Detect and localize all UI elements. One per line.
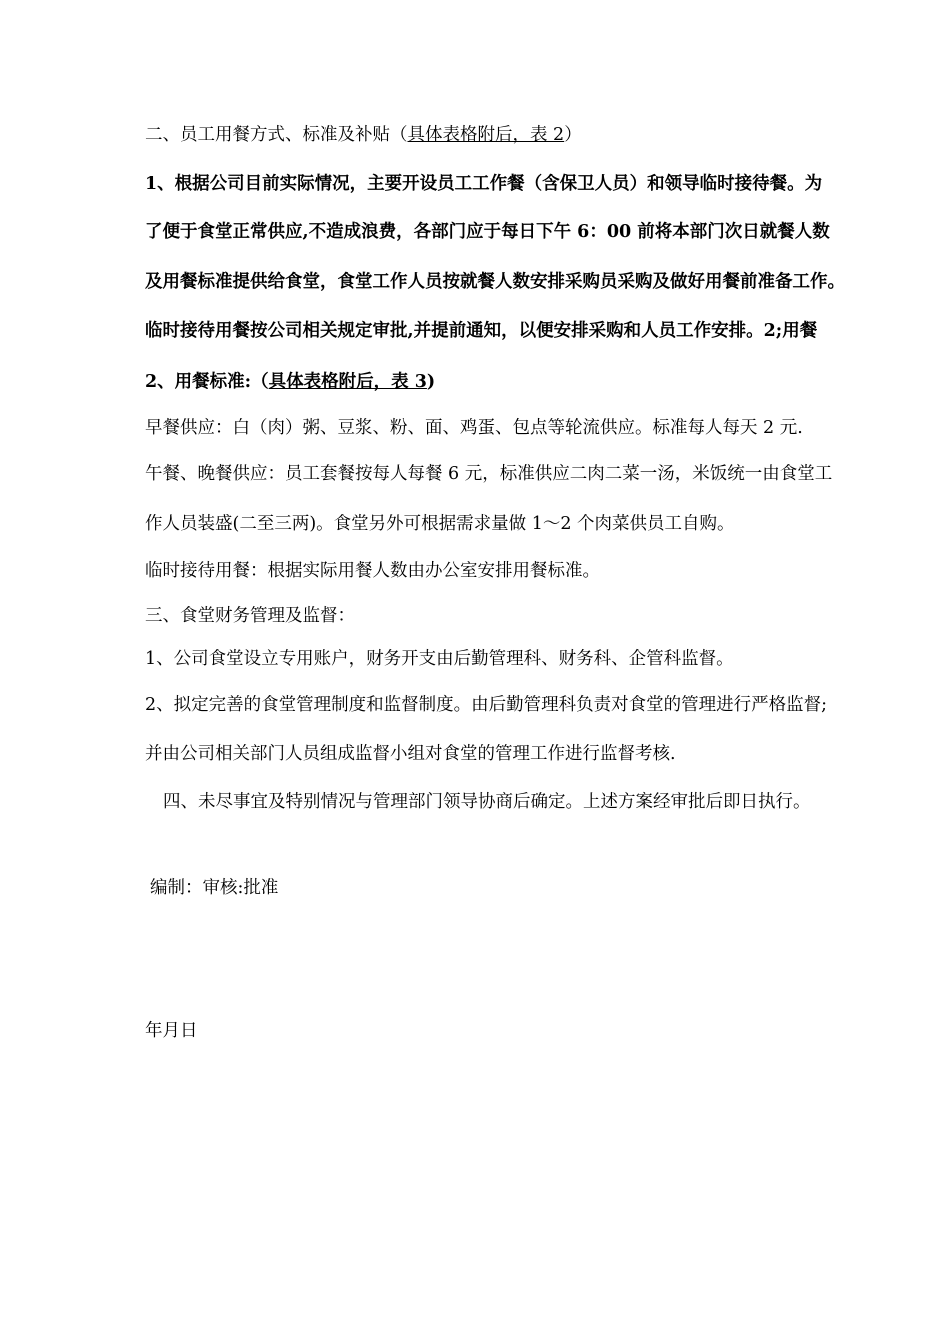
signoff-line: 编制：审核:批准 <box>150 878 279 898</box>
section-3-heading: 三、食堂财务管理及监督： <box>145 606 355 626</box>
section-2-item-1-line-3: 及用餐标准提供给食堂，食堂工作人员按就餐人数安排采购员采购及做好用餐前准备工作。 <box>145 272 845 292</box>
section-2-item-2-suffix: ) <box>426 372 436 392</box>
lunch-dinner-line-1: 午餐、晚餐供应：员工套餐按每人每餐 6 元，标准供应二肉二菜一汤，米饭统一由食堂工 <box>145 464 833 484</box>
section-3-item-1: 1、公司食堂设立专用账户，财务开支由后勤管理科、财务科、企管科监督。 <box>145 649 734 669</box>
section-2-heading-prefix: 二、员工用餐方式、标准及补贴（ <box>145 125 408 145</box>
section-3-item-2-line-2: 并由公司相关部门人员组成监督小组对食堂的管理工作进行监督考核. <box>145 744 676 764</box>
section-2-item-2-prefix: 2、用餐标准:（ <box>145 372 269 392</box>
temp-reception-meal: 临时接待用餐：根据实际用餐人数由办公室安排用餐标准。 <box>145 561 600 581</box>
breakfast-supply: 早餐供应：白（肉）粥、豆浆、粉、面、鸡蛋、包点等轮流供应。标准每人每天 2 元. <box>145 418 803 438</box>
section-4: 四、未尽事宜及特别情况与管理部门领导协商后确定。上述方案经审批后即日执行。 <box>163 792 811 812</box>
section-2-item-2-table-ref: 具体表格附后，表 3 <box>268 372 427 392</box>
section-2-heading-suffix: ） <box>564 125 582 145</box>
section-2-item-2 <box>145 370 435 394</box>
section-2-heading-table-ref: 具体表格附后，表 2 <box>407 125 565 145</box>
section-2-heading <box>145 123 582 147</box>
section-2-item-1-line-4: 临时接待用餐按公司相关规定审批,并提前通知，以便安排采购和人员工作安排。2;用餐 <box>145 321 818 341</box>
section-3-item-2-line-1: 2、拟定完善的食堂管理制度和监督制度。由后勤管理科负责对食堂的管理进行严格监督; <box>145 695 828 715</box>
date-line: 年月日 <box>145 1021 198 1041</box>
lunch-dinner-line-2: 作人员装盛(二至三两)。食堂另外可根据需求量做 1～2 个肉菜供员工自购。 <box>145 514 735 534</box>
section-2-item-1-line-2: 了便于食堂正常供应,不造成浪费，各部门应于每日下午 6：00 前将本部门次日就餐人数 <box>145 222 830 242</box>
section-2-item-1-line-1: 1、根据公司目前实际情况，主要开设员工工作餐（含保卫人员）和领导临时接待餐。为 <box>145 174 823 194</box>
